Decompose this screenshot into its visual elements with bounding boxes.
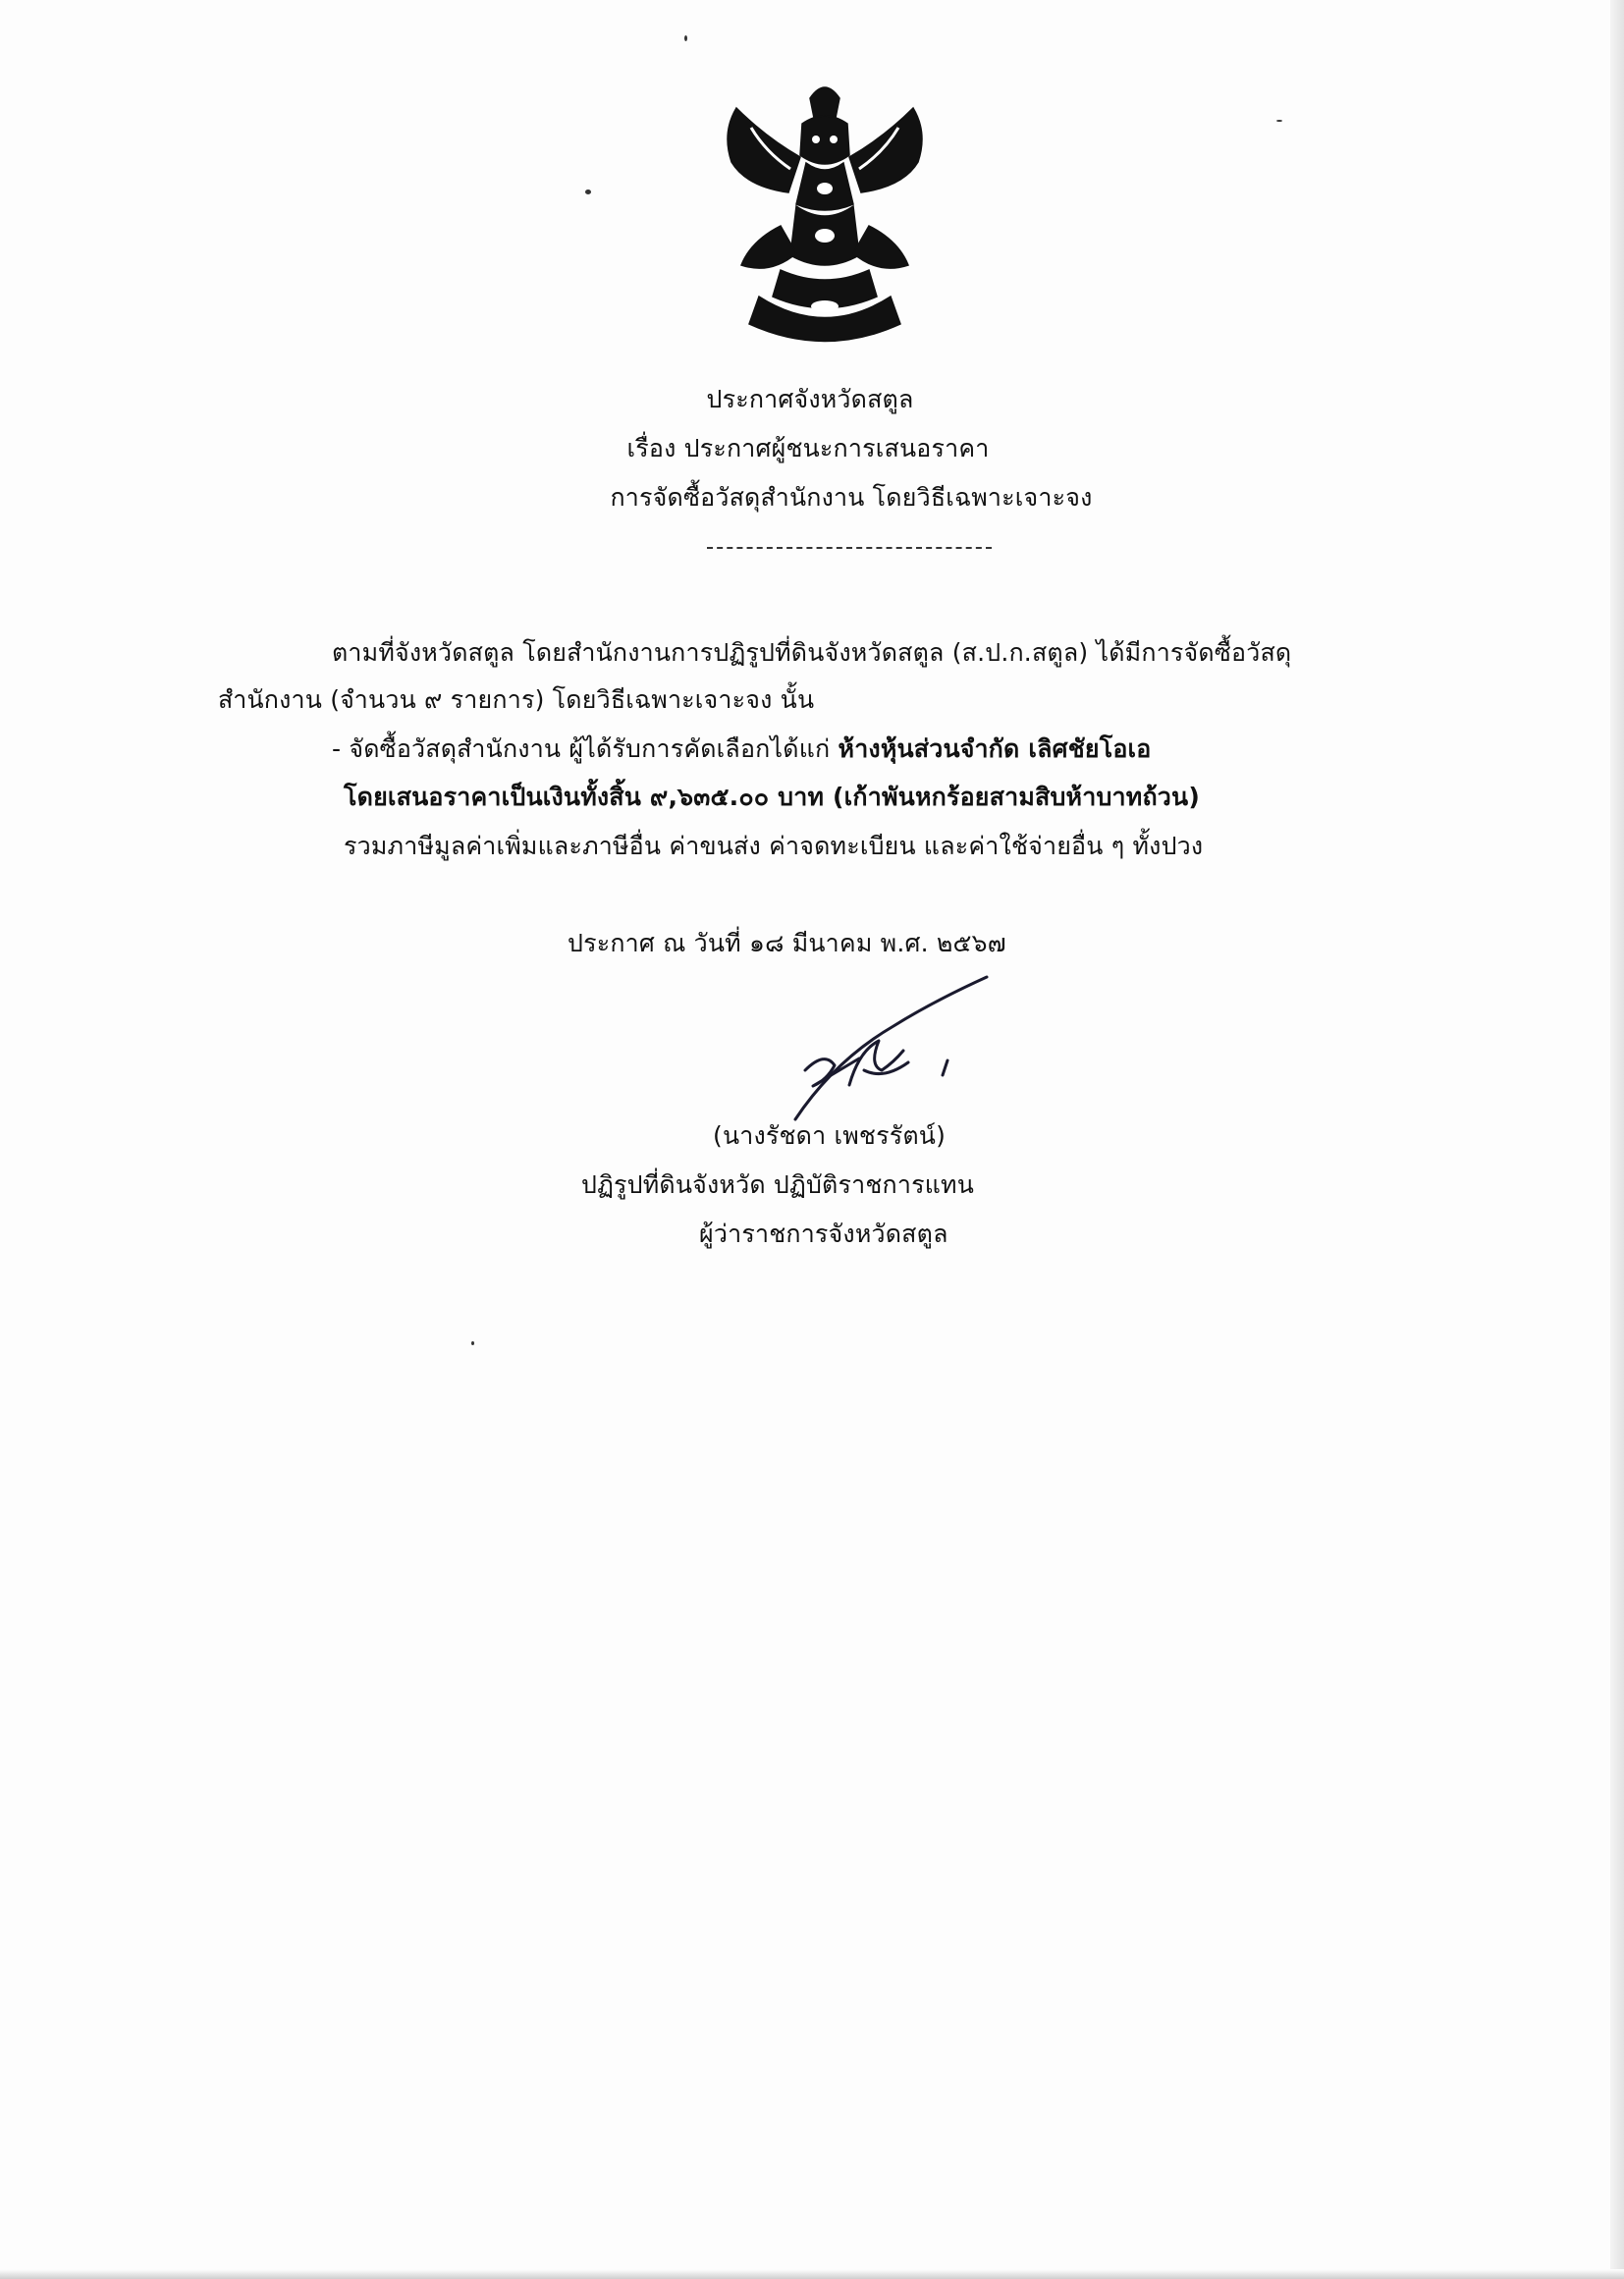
item-price: โดยเสนอราคาเป็นเงินทั้งสิ้น ๙,๖๓๕.๐๐ บาท (เก้าพันหกร้อยสามสิบห้าบาทถ้วน) — [344, 783, 1200, 811]
announcement-date: ประกาศ ณ วันที่ ๑๘ มีนาคม พ.ศ. ๒๕๖๗ — [568, 929, 1006, 957]
scan-speck — [585, 190, 591, 194]
item-prefix: - จัดซื้อวัสดุสำนักงาน ผู้ได้รับการคัดเลือกได้แก่ — [332, 734, 839, 763]
announcement-title: ประกาศจังหวัดสตูล — [706, 385, 914, 413]
scan-edge-right — [1610, 0, 1624, 2279]
scan-speck — [471, 1341, 474, 1345]
body-paragraph-line2: สำนักงาน (จำนวน ๙ รายการ) โดยวิธีเฉพาะเจาะจง นั้น — [218, 685, 815, 714]
signatory-acting-for: ผู้ว่าราชการจังหวัดสตูล — [699, 1220, 948, 1248]
body-paragraph-line1: ตามที่จังหวัดสตูล โดยสำนักงานการปฏิรูปที่ดินจังหวัดสตูล (ส.ป.ก.สตูล) ได้มีการจัดซื้อวัสดุ — [332, 638, 1292, 667]
item-tax-note: รวมภาษีมูลค่าเพิ่มและภาษีอื่น ค่าขนส่ง ค่าจดทะเบียน และค่าใช้จ่ายอื่น ๆ ทั้งปวง — [344, 832, 1204, 860]
scan-speck — [684, 35, 687, 41]
item-line — [332, 733, 1152, 766]
announcement-procurement: การจัดซื้อวัสดุสำนักงาน โดยวิธีเฉพาะเจาะจง — [610, 483, 1093, 512]
announcement-subject: เรื่อง ประกาศผู้ชนะการเสนอราคา — [626, 434, 990, 462]
winner-name: ห้างหุ้นส่วนจำกัด เลิศชัยโอเอ — [838, 734, 1152, 763]
signatory-position: ปฏิรูปที่ดินจังหวัด ปฏิบัติราชการแทน — [581, 1170, 974, 1199]
garuda-emblem-icon — [712, 79, 938, 349]
signatory-name: (นางรัชดา เพชรรัตน์) — [713, 1121, 947, 1150]
scan-edge-bottom — [0, 2269, 1624, 2279]
scan-speck — [1276, 120, 1282, 122]
heading-divider — [707, 547, 992, 549]
